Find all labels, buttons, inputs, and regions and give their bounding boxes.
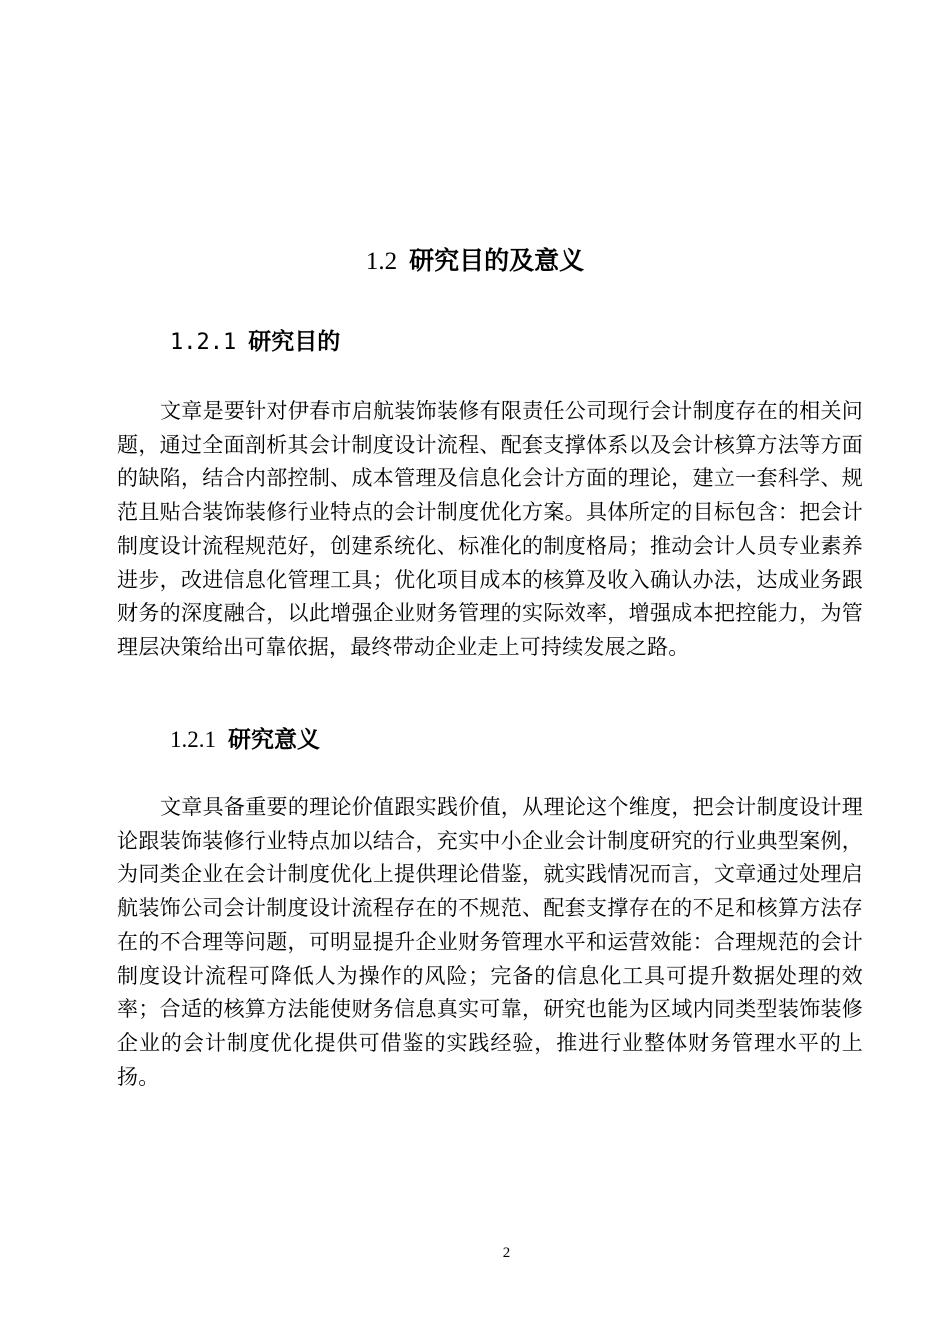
section-heading (0, 243, 950, 280)
page-number: 2 (502, 1245, 511, 1261)
paragraph-research-purpose: 文章是要针对伊春市启航装饰装修有限责任公司现行会计制度存在的相关问题，通过全面剖析其会计制度设计流程、配套支撑体系以及会计核算方法等方面的缺陷，结合内部控制、成本管理及信息化会计方面的理论，建立一套科学、规范且贴合装饰装修行业特点的会计制度优化方案。具体所定的目标包含：把会计制度设计流程规范好，创建系统化、标准化的制度格局；推动会计人员专业素养进步，改进信息化管理工具；优化项目成本的核算及收入确认办法，达成业务跟财务的深度融合，以此增强企业财务管理的实际效率，增强成本把控能力，为管理层决策给出可靠依据，最终带动企业走上可持续发展之路。 (117, 399, 863, 659)
section-title-text: 研究目的及意义 (409, 246, 585, 275)
subsection-title-text: 研究目的 (248, 329, 341, 355)
subsection-number: 1.2.1 (170, 330, 237, 355)
paragraph-research-significance: 文章具备重要的理论价值跟实践价值，从理论这个维度，把会计制度设计理论跟装饰装修行业特点加以结合，充实中小企业会计制度研究的行业典型案例，为同类企业在会计制度优化上提供理论借鉴，就实践情况而言，文章通过处理启航装饰公司会计制度设计流程存在的不规范、配套支撑存在的不足和核算方法存在的不合理等问题，可明显提升企业财务管理水平和运营效能：合理规范的会计制度设计流程可降低人为操作的风险；完备的信息化工具可提升数据处理的效率；合适的核算方法能使财务信息真实可靠，研究也能为区域内同类型装饰装修企业的会计制度优化提供可借鉴的实践经验，推进行业整体财务管理水平的上扬。 (117, 795, 863, 1089)
subsection-heading-significance (170, 724, 320, 756)
subsection-title-text: 研究意义 (228, 727, 320, 753)
subsection-number: 1.2.1 (170, 727, 216, 752)
section-number: 1.2 (365, 248, 398, 275)
subsection-heading-purpose (170, 326, 340, 359)
